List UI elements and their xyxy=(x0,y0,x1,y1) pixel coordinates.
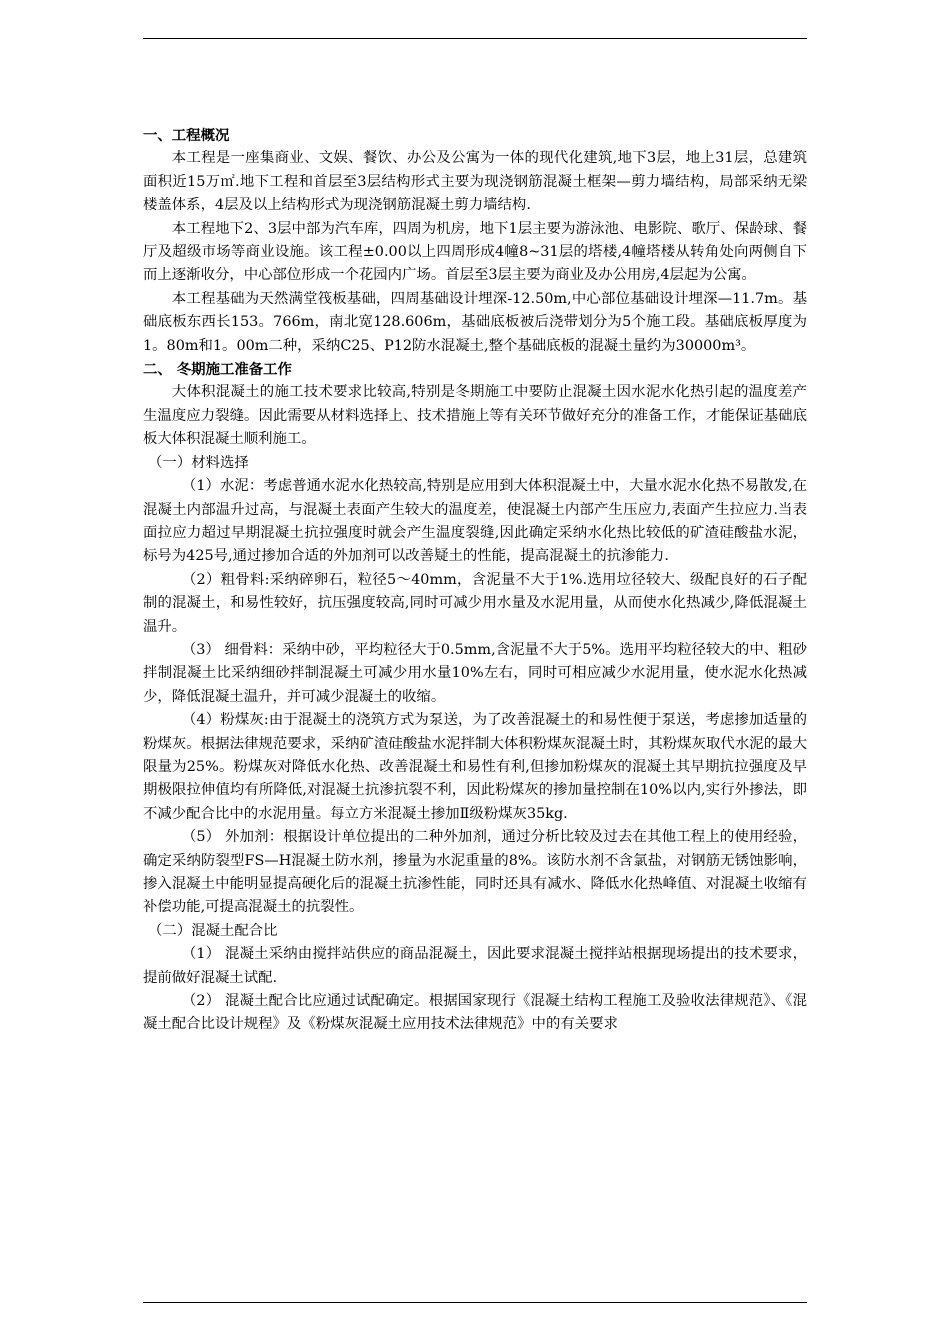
list-item: （2）粗骨料:采纳碎卵石，粒径5～40mm，含泥量不大于1%.选用垃径较大、级配良好的石子配制的混凝土，和易性较好，抗压强度较高,同时可减少用水量及水泥用量，从而使水化热减少,降低混凝土温升。 xyxy=(143,571,807,635)
paragraph: 本工程基础为天然满堂筏板基础，四周基础设计埋深-12.50m,中心部位基础设计埋深—11.7m。基础底板东西长153。766m，南北宽128.606m，基础底板被后浇带划分为5个施工段。基础底板厚度为1。80m和1。00m二种，采纳C25、P12防水混凝土,整个基础底板的混凝土量约为30000m³。 xyxy=(143,290,807,354)
paragraph: 本工程是一座集商业、文娱、餐饮、办公及公寓为一体的现代化建筑,地下3层，地上31层，总建筑面积近15万㎡.地下工程和首层至3层结构形式主要为现浇钢筋混凝土框架—剪力墙结构，局部采纳无梁楼盖体系，4层及以上结构形式为现浇钢筋混凝土剪力墙结构. xyxy=(143,150,807,214)
subsection-title-mix-ratio: （二）混凝土配合比 xyxy=(148,922,278,939)
list-item: （1） 混凝土采纳由搅拌站供应的商品混凝土，因此要求混凝土搅拌站根据现场提出的技术要求，提前做好混凝土试配. xyxy=(143,946,807,986)
paragraph: 本工程地下2、3层中部为汽车库，四周为机房，地下1层主要为游泳池、电影院、歌厅、保龄球、餐厅及超级市场等商业设施。该工程±0.00以上四周形成4幢8~31层的塔楼,4幢塔楼从转角处向两侧自下而上逐渐收分，中心部位形成一个花园内广场。首层至3层主要为商业及办公用房,4层起为公寓。 xyxy=(143,220,807,284)
footer-rule xyxy=(143,1302,807,1303)
subsection-title-materials: （一）材料选择 xyxy=(148,454,249,471)
section-heading-winter-prep: 二、 冬期施工准备工作 xyxy=(143,361,292,379)
list-item: （5） 外加剂：根据设计单位提出的二种外加剂，通过分析比较及过去在其他工程上的使用经验，确定采纳防裂型FS—H混凝土防水剂，掺量为水泥重量的8%。该防水剂不含氯盐，对钢筋无锈蚀影响，掺入混凝土中能明显提高硬化后的混凝土抗渗性能，同时还具有减水、降低水化热峰值、对混凝土收缩有补偿功能,可提高混凝土的抗裂性。 xyxy=(143,829,807,916)
list-item: （3） 细骨料：采纳中砂，平均粒径大于0.5mm,含泥量不大于5%。选用平均粒径较大的中、粗砂拌制混凝土比采纳细砂拌制混凝土可减少用水量10%左右，同时可相应减少水泥用量，使水泥水化热减少，降低混凝土温升，并可减少混凝土的收缩。 xyxy=(143,641,807,705)
section-heading-overview: 一、工程概况 xyxy=(143,127,230,144)
header-rule xyxy=(143,38,807,39)
list-item: （1）水泥：考虑普通水泥水化热较高,特别是应用到大体积混凝土中，大量水泥水化热不易散发,在混凝土内部温升过高，与混凝土表面产生较大的温度差，使混凝土内部产生压应力,表面产生拉应力.当表面拉应力超过早期混凝土抗拉强度时就会产生温度裂缝,因此确定采纳水化热比较低的矿渣硅酸盐水泥，标号为425号,通过掺加合适的外加剂可以改善疑土的性能，提高混凝土的抗渗能力. xyxy=(143,478,807,565)
document-body xyxy=(143,124,807,1037)
list-item: （2） 混凝土配合比应通过试配确定。根据国家现行《混凝土结构工程施工及验收法律规范》、《混凝土配合比设计规程》及《粉煤灰混凝土应用技术法律规范》中的有关要求 xyxy=(143,993,807,1033)
list-item: （4）粉煤灰:由于混凝土的浇筑方式为泵送，为了改善混凝土的和易性便于泵送，考虑掺加适量的粉煤灰。根据法律规范要求，采纳矿渣硅酸盐水泥拌制大体积粉煤灰混凝土时，其粉煤灰取代水泥的最大限量为25%。粉煤灰对降低水化热、改善混凝土和易性有利,但掺加粉煤灰的混凝土其早期抗拉强度及早期极限拉伸值均有所降低,对混凝土抗渗抗裂不利，因此粉煤灰的掺加量控制在10%以内,实行外掺法，即不减少配合比中的水泥用量。每立方米混凝土掺加Ⅱ级粉煤灰35kg. xyxy=(143,712,807,822)
paragraph: 大体积混凝土的施工技术要求比较高,特别是冬期施工中要防止混凝土因水泥水化热引起的温度差产生温度应力裂缝。因此需要从材料选择上、技术措施上等有关环节做好充分的准备工作，才能保证基础底板大体积混凝土顺利施工。 xyxy=(143,384,807,448)
